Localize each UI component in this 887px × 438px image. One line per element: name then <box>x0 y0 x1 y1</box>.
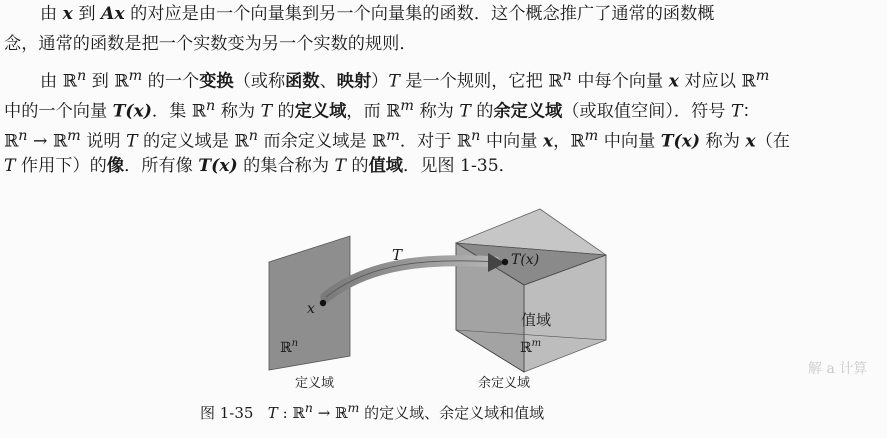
exp-n: n <box>18 128 28 144</box>
label-Rn-exp: n <box>291 338 299 349</box>
math-T: T <box>334 156 346 176</box>
term-transform: 变换 <box>199 71 234 92</box>
caption-number: 图 1-35 <box>200 404 254 422</box>
text-run: 中的一个向量 <box>4 101 113 122</box>
label-Rm-exp: m <box>531 338 542 349</box>
text-run: ，而 ℝ <box>346 101 401 122</box>
text-run: 中向量 <box>598 131 661 152</box>
text-run: → ℝ <box>312 404 348 422</box>
text-run: 的对应是由一个向量集到另一个向量集的函数．这个概念推广了通常的函数概 <box>124 4 715 24</box>
text-run: 、 <box>319 71 337 92</box>
exp-m: m <box>386 128 400 144</box>
text-run: ．对于 ℝ <box>399 131 472 152</box>
math-x: x <box>542 131 554 152</box>
term-codomain: 余定义域 <box>493 101 563 122</box>
exp-n: n <box>248 128 258 144</box>
text-run: 说明 <box>80 131 127 152</box>
math-T: T <box>126 131 138 152</box>
text-run: （或取值空间）．符号 <box>562 101 731 122</box>
bleed-through-text: 解 a 计算 <box>808 361 868 377</box>
text-run: ： <box>742 101 760 122</box>
text-run: ．见图 1-35． <box>403 156 516 176</box>
math-Tx: T(x) <box>112 101 152 122</box>
label-domain: 定义域 <box>295 376 335 391</box>
text-run: 称为 <box>215 101 261 122</box>
text-run: 的定义域是 ℝ <box>137 131 249 152</box>
exp-m: m <box>584 128 599 144</box>
exp-m: m <box>400 98 414 114</box>
label-Rm-symbol: ℝ <box>520 340 532 356</box>
math-T: T <box>4 156 16 176</box>
term-domain: 定义域 <box>294 101 347 122</box>
math-Ax: Ax <box>101 4 125 24</box>
text-run: ．集 ℝ <box>151 101 207 122</box>
term-mapping: 映射 <box>336 71 372 92</box>
exp-m: m <box>128 68 143 84</box>
text-run: （或称 <box>233 71 286 92</box>
math-Tx: T(x) <box>660 131 701 152</box>
text-run: 到 <box>72 4 102 24</box>
text-run: 的 <box>470 101 494 122</box>
point-Tx <box>502 259 508 265</box>
math-Tx: T(x) <box>198 156 238 176</box>
text-run: 的定义域、余定义域和值域 <box>359 404 545 422</box>
point-x <box>320 300 326 306</box>
exp-m: m <box>347 400 360 415</box>
math-x: x <box>668 71 679 92</box>
figure-caption <box>200 400 544 423</box>
label-codomain: 余定义域 <box>478 376 531 391</box>
exp-n: n <box>76 68 87 84</box>
math-x: x <box>62 4 73 24</box>
text-run: 对应以 ℝ <box>678 71 756 92</box>
text-run: 作用下）的 <box>15 156 107 176</box>
text-run: 的集合称为 <box>237 156 335 176</box>
term-function: 函数 <box>285 71 320 92</box>
text-run: （在 <box>755 131 790 152</box>
text-run: → ℝ <box>27 131 68 152</box>
label-Rn-symbol: ℝ <box>280 340 292 356</box>
exp-n: n <box>304 400 313 415</box>
text-run: 的 <box>272 101 295 122</box>
text-run: 中向量 <box>480 131 543 152</box>
text-run: 由 ℝ <box>40 71 77 92</box>
text-run: 的一个 <box>142 71 200 92</box>
text-run: 称为 <box>700 131 746 152</box>
exp-n: n <box>471 128 481 144</box>
exp-m: m <box>755 68 770 84</box>
label-range: 值域 <box>521 311 552 329</box>
math-x: x <box>745 131 756 152</box>
exp-m: m <box>67 128 81 144</box>
text-run: ） <box>371 71 389 92</box>
text-run: 是一个规则，它把 ℝ <box>399 71 563 92</box>
text-run: 由 <box>40 4 63 24</box>
text-run: 中每个向量 <box>571 71 669 92</box>
text-run: ，ℝ <box>553 131 585 152</box>
text-run: : ℝ <box>277 404 305 422</box>
label-Tx: T(x) <box>511 252 540 268</box>
text-run: 称为 <box>414 101 460 122</box>
term-image: 像 <box>106 156 125 176</box>
text-run: 的 <box>345 156 369 176</box>
exp-n: n <box>562 68 572 84</box>
exp-n: n <box>206 98 216 114</box>
text-run: 到 ℝ <box>86 71 129 92</box>
caption-math-T: T <box>267 404 278 422</box>
text-run: 而余定义域是 ℝ <box>257 131 387 152</box>
label-x: x <box>307 301 315 317</box>
math-T: T <box>459 101 471 122</box>
text-run: 念，通常的函数是把一个实数变为另一个实数的规则． <box>4 34 417 54</box>
arrow-label-T: T <box>392 246 403 264</box>
math-T: T <box>388 71 400 92</box>
text-run: ℝ <box>4 131 19 152</box>
text-run: ．所有像 <box>124 156 199 176</box>
math-T: T <box>730 101 743 122</box>
term-range: 值域 <box>368 156 403 176</box>
math-T: T <box>260 101 273 122</box>
